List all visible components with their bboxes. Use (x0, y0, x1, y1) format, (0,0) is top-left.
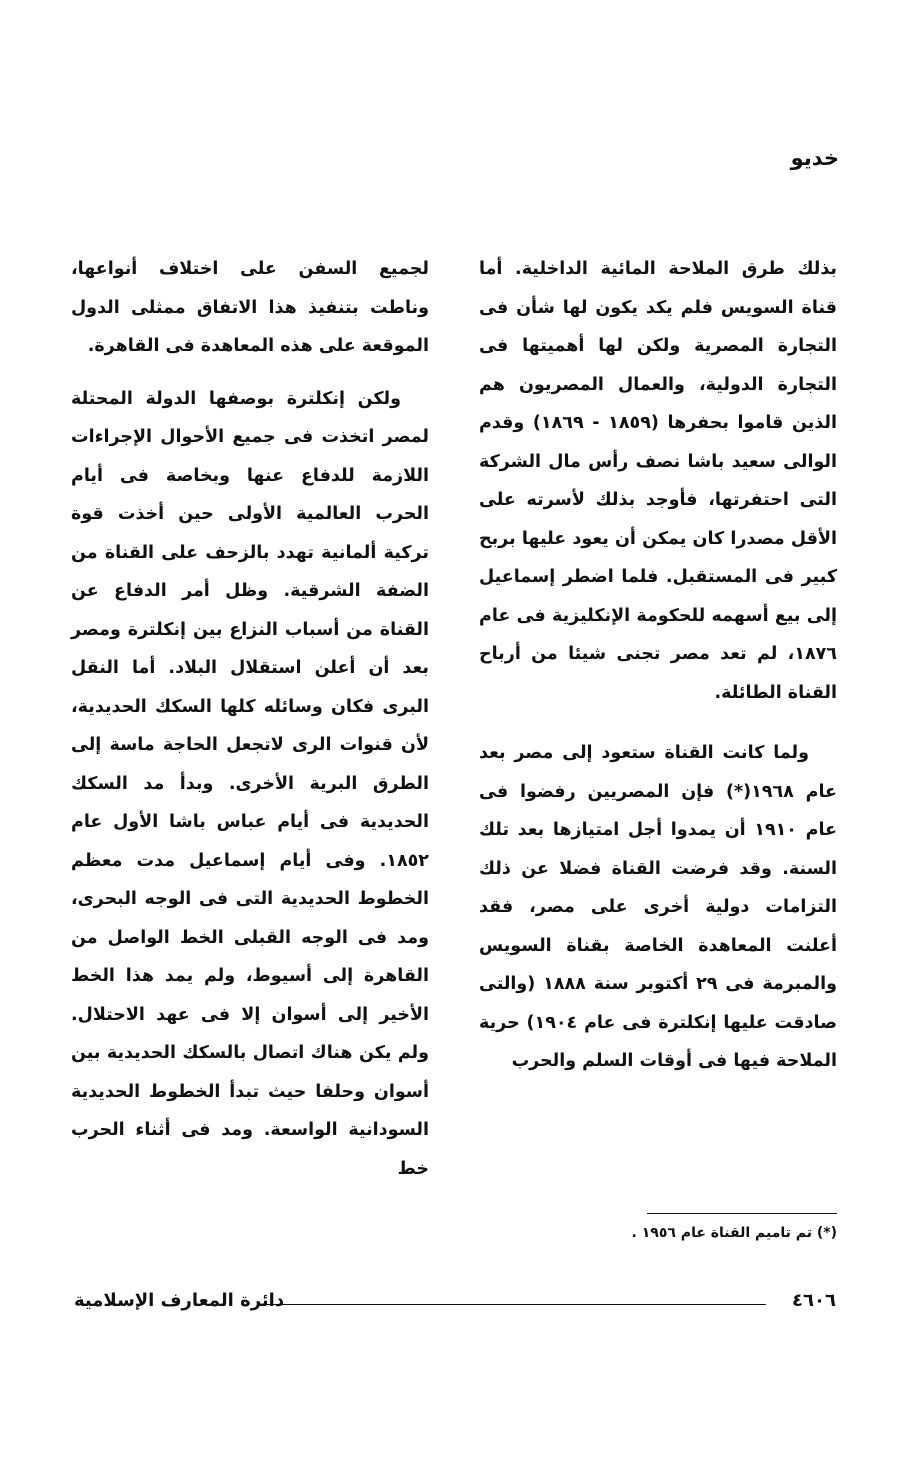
publication-title: دائرة المعارف الإسلامية (74, 1290, 285, 1311)
footnote-divider (647, 1213, 837, 1214)
page-footer (74, 1290, 836, 1320)
footnote: (*) تم تاميم القناة عام ١٩٥٦ . (631, 1225, 837, 1241)
paragraph: ولكن إنكلترة بوصفها الدولة المحتلة لمصر اتخذت فى جميع الأحوال الإجراءات اللازمة للدفاع عنها وبخاصة فى أيام الحرب العالمية الأولى حين أخذت قوة تركية ألمانية تهدد بالزحف على القناة من الضفة الشرقية. وظل أمر الدفاع عن القناة من أسباب النزاع بين إنكلترة ومصر بعد أن أعلن استقلال البلاد. أما النقل البرى فكان وسائله كلها السكك الحديدية، لأن قنوات الرى لاتجعل الحاجة ماسة إلى الطرق البرية الأخرى. وبدأ مد السكك الحديدية فى أيام عباس باشا الأول عام ١٨٥٢. وفى أيام إسماعيل مدت معظم الخطوط الحديدية التى فى الوجه البحرى، ومد فى الوجه القبلى الخط الواصل من القاهرة إلى أسيوط، ولم يمد هذا الخط الأخير إلى أسوان إلا فى عهد الاحتلال. ولم يكن هناك اتصال بالسكك الحديدية بين أسوان وحلفا حيث تبدأ الخطوط الحديدية السودانية الواسعة. ومد فى أثناء الحرب خط (71, 388, 429, 1179)
paragraph: ولما كانت القناة ستعود إلى مصر بعد عام ١٩٦٨(*) فإن المصريين رفضوا فى عام ١٩١٠ أن يمدوا أجل امتيازها بعد تلك السنة. وقد فرضت القناة فضلا عن ذلك التزامات دولية أخرى على مصر، فقد أعلنت المعاهدة الخاصة بقناة السويس والمبرمة فى ٢٩ أكتوبر سنة ١٨٨٨ (والتى صادقت عليها إنكلترة فى عام ١٩٠٤) حرية الملاحة فيها فى أوقات السلم والحرب (479, 743, 837, 1071)
text-column-right (479, 250, 837, 1081)
page-number: ٤٦٠٦ (792, 1290, 836, 1311)
paragraph: بذلك طرق الملاحة المائية الداخلية. أما قناة السويس فلم يكد يكون لها شأن فى التجارة المصرية ولكن لها أهميتها فى التجارة الدولية، والعمال المصريون هم الذين قاموا بحفرها (١٨٥٩ - ١٨٦٩) وقدم الوالى سعيد باشا نصف رأس مال الشركة التى احتفرتها، فأوجد بذلك لأسرته على الأقل مصدرا كان يمكن أن يعود عليها بربح كبير فى المستقبل. فلما اضطر إسماعيل إلى بيع أسهمه للحكومة الإنكليزية فى عام ١٨٧٦، لم تعد مصر تجنى شيئا من أرباح القناة الطائلة. (479, 259, 837, 703)
text-column-left (71, 250, 429, 1188)
running-head: خديو (790, 146, 839, 170)
footer-divider (264, 1304, 766, 1305)
paragraph: لجميع السفن على اختلاف أنواعها، وناطت بتنفيذ هذا الاتفاق ممثلى الدول الموقعة على هذه المعاهدة فى القاهرة. (71, 259, 429, 356)
